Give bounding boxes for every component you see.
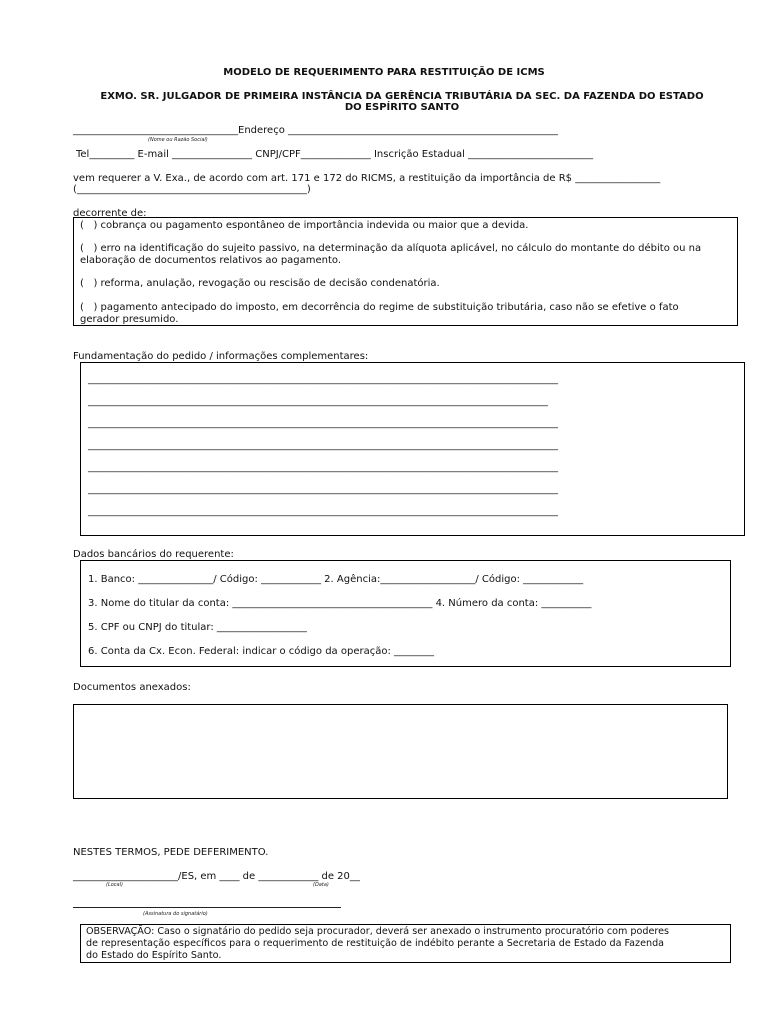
name-caption: (Nome ou Razão Social) — [148, 137, 208, 143]
documentos-label: Documentos anexados: — [73, 682, 191, 693]
bank-line-3[interactable]: 5. CPF ou CNPJ do titular: __________________ — [88, 622, 307, 633]
fundamentacao-line[interactable]: ______________________________________________________________________________________________ — [88, 440, 558, 451]
bank-label: Dados bancários do requerente: — [73, 549, 234, 560]
decorrente-label: decorrente de: — [73, 208, 147, 219]
option-3-line-1[interactable]: ( ) reforma, anulação, revogação ou rescisão de decisão condenatória. — [80, 278, 440, 289]
contact-line[interactable]: Tel_________ E-mail ________________ CNPJ/CPF______________ Inscrição Estadual _________________________ — [76, 149, 594, 160]
addressee-line-1: EXMO. SR. JULGADOR DE PRIMEIRA INSTÂNCIA DA GERÊNCIA TRIBUTÁRIA DA SEC. DA FAZENDA DO ESTADO — [100, 91, 704, 102]
request-line-1[interactable]: vem requerer a V. Exa., de acordo com art. 171 e 172 do RICMS, a restituição da importância de R$ _________________ — [73, 173, 661, 184]
option-4-line-1[interactable]: ( ) pagamento antecipado do imposto, em decorrência do regime de substituição tributária, caso não se efetive o fato — [80, 302, 679, 313]
bank-line-4[interactable]: 6. Conta da Cx. Econ. Federal: indicar o código da operação: ________ — [88, 646, 434, 657]
request-line-2[interactable]: (______________________________________________) — [73, 184, 311, 195]
local-caption: (Local) — [106, 882, 123, 888]
observacao-line-3: do Estado do Espírito Santo. — [86, 950, 222, 961]
option-1-line-1[interactable]: ( ) cobrança ou pagamento espontâneo de importância indevida ou maior que a devida. — [80, 220, 529, 231]
option-2-line-2: elaboração de documentos relativos ao pagamento. — [80, 255, 342, 266]
option-2-line-1[interactable]: ( ) erro na identificação do sujeito passivo, na determinação da alíquota aplicável, no cálculo do montante do débito ou na — [80, 243, 702, 254]
observacao-line-2: de representação específicos para o requerimento de restituição de indébito perante a Secretaria de Estado da Fazenda — [86, 938, 665, 949]
page-title: MODELO DE REQUERIMENTO PARA RESTITUIÇÃO DE ICMS — [223, 67, 545, 78]
documentos-box[interactable] — [73, 704, 728, 799]
observacao-line-1: OBSERVAÇÃO: Caso o signatário do pedido seja procurador, deverá ser anexado o instrumento procuratório com poderes — [86, 926, 670, 937]
fundamentacao-label: Fundamentação do pedido / informações complementares: — [73, 351, 369, 362]
option-4-line-2: gerador presumido. — [80, 314, 179, 325]
closing-text: NESTES TERMOS, PEDE DEFERIMENTO. — [73, 847, 269, 858]
addressee-line-2: DO ESPÍRITO SANTO — [344, 102, 460, 113]
signature-line[interactable] — [73, 907, 341, 908]
fundamentacao-line[interactable]: ____________________________________________________________________________________________ — [88, 396, 548, 407]
bank-line-1[interactable]: 1. Banco: _______________/ Código: ____________ 2. Agência:___________________/ Código: ____________ — [88, 574, 584, 585]
signature-caption: (Assinatura do signatário) — [143, 911, 208, 917]
fundamentacao-line[interactable]: ______________________________________________________________________________________________ — [88, 506, 558, 517]
data-caption: (Data) — [313, 882, 329, 888]
name-address-line[interactable]: _________________________________Endereço ______________________________________________________ — [73, 125, 558, 136]
fundamentacao-line[interactable]: ______________________________________________________________________________________________ — [88, 462, 558, 473]
place-date-line[interactable]: _____________________/ES, em ____ de ____________ de 20__ — [73, 871, 360, 882]
bank-line-2[interactable]: 3. Nome do titular da conta: ________________________________________ 4. Número da conta: __________ — [88, 598, 592, 609]
fundamentacao-line[interactable]: ______________________________________________________________________________________________ — [88, 418, 558, 429]
fundamentacao-line[interactable]: ______________________________________________________________________________________________ — [88, 374, 558, 385]
fundamentacao-line[interactable]: ______________________________________________________________________________________________ — [88, 484, 558, 495]
